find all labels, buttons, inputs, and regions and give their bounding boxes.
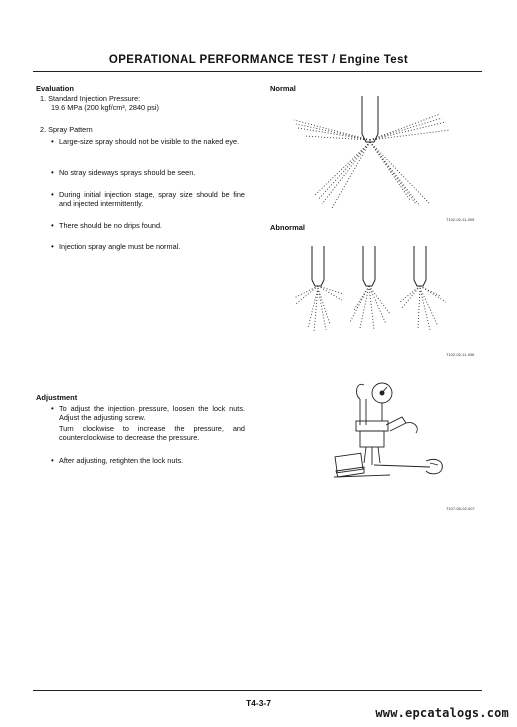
abnormal-label: Abnormal <box>270 223 306 232</box>
adjustment-bullet-continued: Turn clockwise to increase the pressure, and counterclockwise to decrease the pressure. <box>59 424 245 443</box>
evaluation-bullet: • Injection spray angle must be normal. <box>51 242 181 251</box>
adjustment-bullet: • To adjust the injection pressure, loosen the lock nuts. Adjust the adjusting screw. <box>51 404 245 423</box>
adjustment-heading: Adjustment <box>36 393 78 402</box>
bullet-dot: • <box>51 137 54 146</box>
bullet-dot: • <box>51 404 54 413</box>
item-1-title: 1. Standard Injection Pressure: <box>40 94 141 103</box>
tester-figure-code: T107-06-02-007 <box>446 506 475 511</box>
item-2-title: 2. Spray Pattern <box>40 125 93 134</box>
footer-rule <box>33 690 482 691</box>
abnormal-figure-code: T102-02-11-006 <box>446 352 475 357</box>
adjustment-bullet: • After adjusting, retighten the lock nuts. <box>51 456 184 465</box>
evaluation-bullet: • Large-size spray should not be visible to the naked eye. <box>51 137 240 146</box>
item-1-value: 19.6 MPa (200 kgf/cm², 2840 psi) <box>51 103 159 112</box>
bullet-dot: • <box>51 168 54 177</box>
watermark: www.epcatalogs.com <box>375 706 509 720</box>
evaluation-heading: Evaluation <box>36 84 74 93</box>
abnormal-spray-figure <box>290 244 480 340</box>
evaluation-bullet: • During initial injection stage, spray size should be fine and injected intermittently. <box>51 190 245 209</box>
bullet-dot: • <box>51 242 54 251</box>
bullet-dot: • <box>51 190 54 199</box>
normal-spray-figure <box>290 92 480 214</box>
bullet-dot: • <box>51 221 54 230</box>
header-rule <box>33 71 482 72</box>
bullet-dot: • <box>51 456 54 465</box>
page-number: T4-3-7 <box>245 698 272 708</box>
normal-label: Normal <box>270 84 296 93</box>
evaluation-bullet: • There should be no drips found. <box>51 221 163 230</box>
evaluation-bullet: • No stray sideways sprays should be seen. <box>51 168 196 177</box>
normal-figure-code: T102-02-11-005 <box>446 217 475 222</box>
page-title: OPERATIONAL PERFORMANCE TEST / Engine Test <box>108 54 409 66</box>
nozzle-tester-illustration <box>330 377 446 483</box>
